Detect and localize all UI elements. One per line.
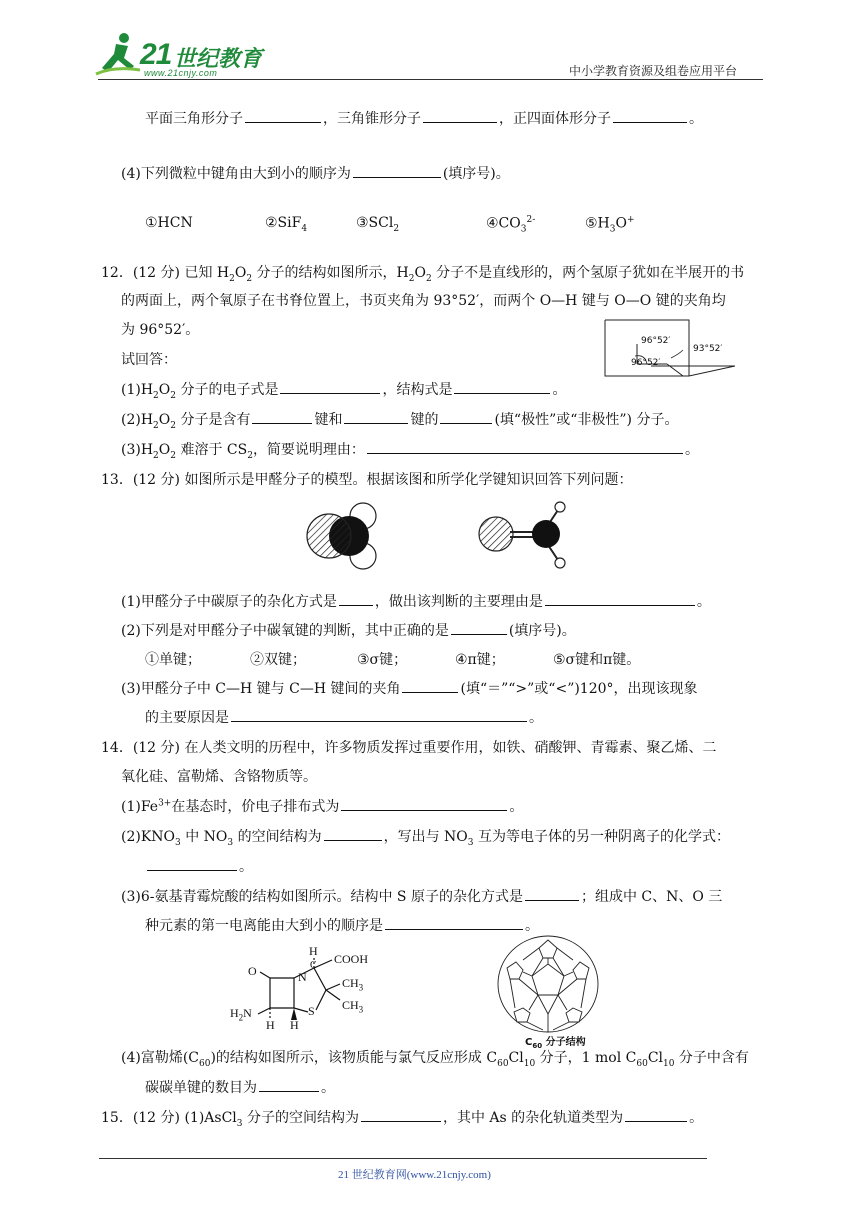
- header-rule: [98, 79, 763, 80]
- 6-apa-c: C: [310, 960, 317, 971]
- c60-structure-figure: [493, 934, 603, 1050]
- 6-apa-o: O: [248, 964, 257, 978]
- 6-apa-ch3-lower: $CH_3$: [342, 998, 364, 1015]
- q15-part1: 15．(12 分) (1)AsCl$_3$ 分子的空间结构为 ，其中 As 的杂化轨道类型为 。: [101, 1107, 703, 1129]
- formaldehyde-spacefill-model: [305, 500, 385, 572]
- q13-part1: (1)甲醛分子中碳原子的杂化方式是 ，做出该判断的主要理由是 。: [121, 591, 711, 611]
- site-logo: [94, 30, 264, 82]
- q14-stem-line1: 14．(12 分) 在人类文明的历程中，许多物质发挥过重要作用，如铁、硝酸钾、青霉素、聚乙烯、二: [101, 740, 717, 756]
- q13-option-5: ⑤σ键和π键。: [553, 652, 641, 668]
- 6-apa-ch3-upper: $CH_3$: [342, 976, 364, 993]
- q11-option-1: ①HCN: [145, 215, 193, 231]
- q11-part4: (4)下列微粒中键角由大到小的顺序为 (填序号)。: [121, 163, 510, 183]
- 6-apa-h-top: H: [309, 944, 318, 958]
- 6-apa-s: S: [308, 1004, 315, 1018]
- q11-option-4: $④CO_3^{2-}$: [486, 215, 536, 235]
- logo-url: www.21cnjy.com: [144, 68, 218, 78]
- q13-part3-cont: 的主要原因是 。: [145, 707, 543, 727]
- 6-apa-n: N: [298, 970, 307, 984]
- q14-part3-cont: 种元素的第一电离能由大到小的顺序是 。: [145, 915, 539, 935]
- q13-option-4: ④π键；: [455, 652, 505, 668]
- header-tagline: 中小学教育资源及组卷应用平台: [569, 64, 738, 78]
- 6-apa-h-bottom-2: H: [290, 1018, 299, 1032]
- q13-part3: (3)甲醛分子中 C—H 键与 C—H 键间的夹角 (填“＝”“>”或“<”)120°，出现该现象: [121, 678, 698, 698]
- 6-apa-h2n: $H_2N$: [230, 1006, 252, 1023]
- q11-option-3: ③SCl$_2$: [356, 215, 400, 234]
- q12-part2: $(2)H_2O_2$ 分子是含有 键和 键的 (填“极性”或“非极性”) 分子。: [121, 409, 678, 431]
- q12-ask: 试回答：: [121, 352, 177, 368]
- q14-part4: (4)富勒烯$(C_{60})$的结构如图所示，该物质能与氯气反应形成 $C_{60}Cl_{10}$ 分子，1 mol $C_{60}Cl_{10}$ 分子中含有: [121, 1050, 749, 1069]
- q12-part1: $(1)H_2O_2$ 分子的电子式是 ，结构式是 。: [121, 379, 566, 401]
- q12-part3: $(3)H_2O_2$ 难溶于 $CS_2$，简要说明理由： 。: [121, 439, 699, 461]
- footer-rule: [99, 1158, 707, 1159]
- runner-logo-icon: [94, 30, 144, 78]
- formaldehyde-ball-stick-model: [476, 496, 586, 576]
- q11-line3: 平面三角形分子 ，三角锥形分子 ，正四面体形分子 。: [145, 108, 703, 128]
- q14-stem-line2: 氧化硅、富勒烯、含铬物质等。: [121, 769, 317, 785]
- q14-part2-cont: 。: [145, 856, 253, 876]
- q13-stem: 13．(12 分) 如图所示是甲醛分子的模型。根据该图和所学化学键知识回答下列问题：: [101, 472, 633, 488]
- q12-stem-line2: 的两面上，两个氧原子在书脊位置上，书页夹角为 93°52′，而两个 O—H 键与 O—O 键的夹角均: [121, 293, 726, 309]
- q14-part1: $(1)Fe^{3+}$在基态时，价电子排布式为 。: [121, 796, 523, 816]
- h2o2-angle-label-1: 96°52′: [641, 336, 671, 346]
- q13-option-3: ③σ键；: [357, 652, 408, 668]
- h2o2-structure-figure: [597, 314, 742, 386]
- q13-part2: (2)下列是对甲醛分子中碳氧键的判断，其中正确的是 (填序号)。: [121, 620, 576, 640]
- q14-part4-cont: 碳碳单键的数目为 。: [145, 1077, 335, 1097]
- q12-stem-line1: 12．(12 分) 已知 $H_2O_2$ 分子的结构如图所示，$H_2O_2$ 分子不是直线形的，两个氢原子犹如在半展开的书: [101, 265, 745, 284]
- 6-apa-structure-figure: [230, 944, 380, 1034]
- logo-number: 21: [140, 38, 172, 71]
- q14-part3: (3)6-氨基青霉烷酸的结构如图所示。结构中 S 原子的杂化方式是 ；组成中 C、N、O 三: [121, 886, 722, 906]
- h2o2-angle-label-2: 93°52′: [693, 344, 723, 354]
- c60-caption: $C_{60}$ 分子结构: [525, 1037, 586, 1050]
- q11-option-2: ②SiF$_4$: [265, 215, 308, 234]
- h2o2-angle-label-3: 96°52′: [631, 358, 661, 368]
- q12-stem-line3: 为 96°52′。: [121, 322, 200, 338]
- q13-option-1: ①单键；: [145, 652, 201, 668]
- logo-chinese: 世纪教育: [174, 46, 263, 71]
- 6-apa-h-bottom-1: H: [266, 1018, 275, 1032]
- q14-part2: $(2)KNO_3$ 中 $NO_3$ 的空间结构为 ，写出与 $NO_3$ 互为等电子体的另一种阴离子的化学式：: [121, 826, 730, 848]
- q13-option-2: ②双键；: [250, 652, 306, 668]
- 6-apa-cooh: COOH: [334, 952, 369, 966]
- footer-text: 21 世纪教育网(www.21cnjy.com): [338, 1169, 491, 1181]
- q11-option-5: $⑤H_3O^+$: [585, 215, 635, 235]
